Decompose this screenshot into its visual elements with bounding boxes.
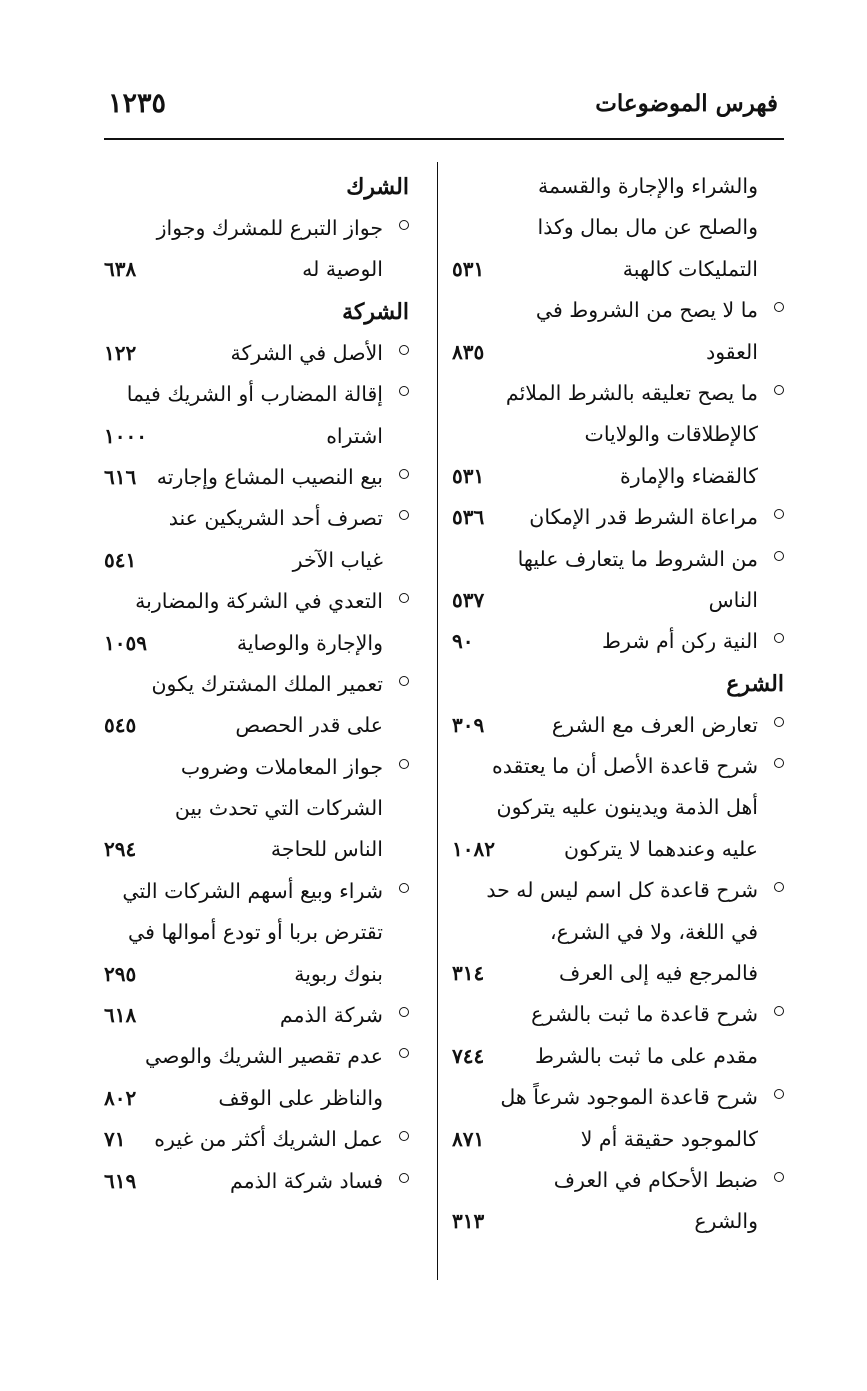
entry-text-line: إقالة المضارب أو الشريك فيما [126,382,383,407]
bullet-circle-icon [774,385,784,395]
entry-text-line: عليه وعندهما لا يتركون [563,836,758,861]
index-entry [104,498,409,581]
page-header [104,88,784,132]
index-entry [104,374,409,457]
entry-text-line: مقدم على ما ثبت بالشرط [535,1043,758,1068]
entry-page-number: ٦٣٨ [104,257,137,282]
entry-page-number: ١٠٥٩ [104,630,147,655]
bullet-circle-icon [774,551,784,561]
page-title: فهرس الموضوعات [595,90,778,117]
entry-text-line: مراعاة الشرط قدر الإمكان [529,505,758,530]
bullet-circle-icon [399,1173,409,1183]
entry-text-line: عمل الشريك أكثر من غيره [154,1127,383,1152]
left-column [104,166,409,1202]
entry-text-line: تعارض العرف مع الشرع [551,712,758,737]
section-heading: الشركة [342,298,409,325]
index-entry [452,290,784,373]
entry-page-number: ٥٤١ [104,547,137,572]
index-entry [452,705,784,746]
entry-page-number: ٥٤٥ [104,713,137,738]
index-entry [452,621,784,662]
entry-page-number: ٦١٦ [104,464,137,489]
entry-text-line: كالقضاء والإمارة [620,463,758,488]
index-entry [452,746,784,870]
entry-page-number: ٢٩٥ [104,961,137,986]
entry-text-line: ما يصح تعليقه بالشرط الملائم [505,380,758,405]
entry-page-number: ٦١٨ [104,1003,137,1028]
entry-text-line: فالمرجع فيه إلى العرف [559,961,758,986]
entry-text-line: كالإطلاقات والولايات [584,422,758,447]
entry-text-line: جواز التبرع للمشرك وجواز [156,216,383,240]
index-entry [104,995,409,1036]
bullet-circle-icon [399,883,409,893]
entry-text-line: والشرع [694,1209,758,1234]
index-entry [452,497,784,538]
entry-page-number: ٨٣٥ [452,339,485,364]
entry-text-line: جواز المعاملات وضروب [180,754,383,779]
section-heading: الشرك [346,174,409,200]
index-entry [452,1160,784,1243]
entry-page-number: ٨٧١ [452,1126,485,1151]
entry-text-line: ما لا يصح من الشروط في [535,298,758,323]
entry-text-line: على قدر الحصص [235,713,383,738]
entry-text-line: تقترض بربا أو تودع أموالها في [128,920,383,945]
entry-text-line: تعمير الملك المشترك يكون [151,671,383,696]
entry-text-line: شركة الذمم [279,1003,383,1028]
entry-page-number: ٥٣٧ [452,587,485,612]
bullet-circle-icon [399,220,409,230]
index-entry [104,1036,409,1119]
entry-text-line: الناس للحاجة [270,837,383,862]
entry-page-number: ٣١٣ [452,1209,485,1234]
bullet-circle-icon [399,759,409,769]
entry-page-number: ١٠٨٢ [452,836,495,861]
entry-page-number: ٣١٤ [452,961,485,986]
index-entry [104,208,409,291]
entry-text-line: الناس [708,587,758,612]
entry-text-line: اشتراه [326,423,383,448]
entry-text-line: غياب الآخر [292,547,383,572]
index-entry [104,457,409,498]
entry-text-line: شرح قاعدة الأصل أن ما يعتقده [491,754,758,779]
entry-page-number: ٥٣١ [452,463,485,488]
entry-page-number: ٢٩٤ [104,837,137,862]
index-entry [104,581,409,664]
entry-page-number: ٣٠٩ [452,712,485,737]
entry-text-line: كالموجود حقيقة أم لا [580,1126,758,1151]
entry-text-line: شرح قاعدة ما ثبت بالشرع [531,1002,758,1027]
index-entry [452,539,784,622]
page-number: ١٢٣٥ [108,88,167,119]
entry-text-line: تصرف أحد الشريكين عند [168,506,383,531]
header-rule [104,138,784,140]
entry-text-line: بنوك ربوية [294,961,383,986]
index-entry [104,1161,409,1202]
entry-text-line: الوصية له [302,257,383,282]
entry-text-line: في اللغة، ولا في الشرع، [549,919,758,944]
index-entry [104,871,409,995]
entry-text-line: الشركات التي تحدث بين [174,796,383,821]
entry-text-line: التعدي في الشركة والمضاربة [135,589,383,614]
bullet-circle-icon [399,1007,409,1017]
entry-text-line: ضبط الأحكام في العرف [553,1167,758,1192]
entry-page-number: ١٠٠٠ [104,423,147,448]
section-heading: الشرع [726,670,784,697]
index-entry [452,994,784,1077]
entry-text-line: فساد شركة الذمم [229,1168,383,1193]
entry-text-line: بيع النصيب المشاع وإجارته [156,464,383,489]
entry-page-number: ٩٠ [452,629,474,654]
entry-page-number: ٥٣١ [452,256,485,281]
index-entry [104,333,409,374]
entry-text-line: والصلح عن مال بمال وكذا [537,215,758,240]
entry-text-line: شرح قاعدة الموجود شرعاً هل [500,1085,758,1110]
column-divider [437,162,438,1280]
entry-page-number: ٦١٩ [104,1168,137,1193]
index-entry [452,1077,784,1160]
bullet-circle-icon [399,345,409,355]
entry-text-line: العقود [706,339,758,364]
entry-text-line: والإجارة والوصاية [236,630,383,655]
entry-page-number: ٧١ [104,1127,126,1152]
index-entry [452,870,784,994]
index-entry [452,166,784,290]
entry-text-line: التمليكات كالهبة [622,256,758,281]
entry-text-line: النية ركن أم شرط [602,629,758,654]
entry-page-number: ١٢٢ [104,340,137,365]
entry-text-line: أهل الذمة ويدينون عليه يتركون [496,795,758,820]
right-column [452,166,784,1243]
index-entry [104,747,409,871]
entry-text-line: الأصل في الشركة [230,340,383,365]
bullet-circle-icon [774,1172,784,1182]
entry-text-line: عدم تقصير الشريك والوصي [144,1044,383,1069]
index-entry [104,1119,409,1160]
entry-text-line: والناظر على الوقف [218,1085,383,1110]
index-entry [104,664,409,747]
entry-text-line: من الشروط ما يتعارف عليها [517,546,758,571]
bullet-circle-icon [399,469,409,479]
entry-page-number: ٥٣٦ [452,505,485,530]
bullet-circle-icon [399,676,409,686]
entry-page-number: ٨٠٢ [104,1085,137,1110]
entry-page-number: ٧٤٤ [452,1043,485,1068]
bullet-circle-icon [774,717,784,727]
index-entry [452,373,784,497]
entry-text-line: شرح قاعدة كل اسم ليس له حد [486,878,758,903]
entry-text-line: شراء وبيع أسهم الشركات التي [122,878,383,903]
entry-text-line: والشراء والإجارة والقسمة [538,174,758,198]
